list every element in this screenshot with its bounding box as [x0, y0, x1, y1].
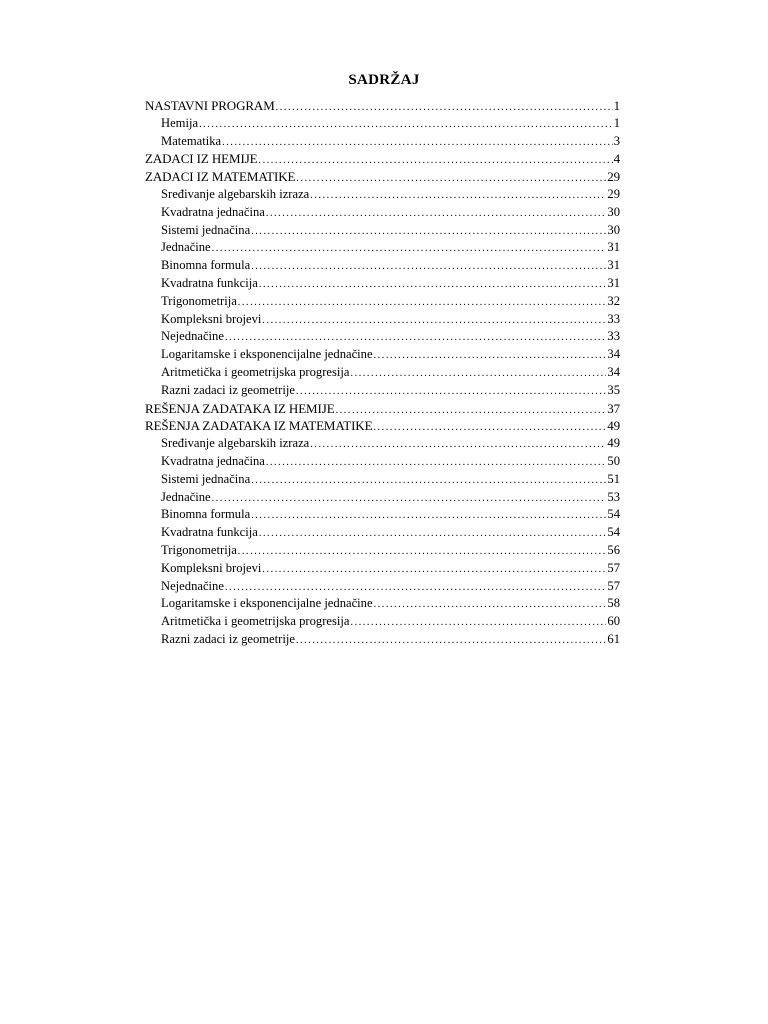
toc-entry-label: Logaritamske i eksponencijalne jednačine [161, 596, 373, 611]
toc-page-number: 30 [607, 204, 620, 219]
toc-entry-label: Sistemi jednačina [161, 222, 251, 237]
toc-page-number: 33 [607, 329, 620, 344]
toc-subsection-entry[interactable] [145, 328, 620, 346]
toc-dot-leader [251, 472, 606, 489]
toc-dot-leader [266, 205, 607, 222]
toc-dot-leader [336, 402, 607, 418]
toc-page-number: 30 [607, 222, 620, 237]
toc-page-number: 35 [607, 382, 620, 397]
toc-page-number: 31 [607, 240, 620, 255]
toc-page-number: 50 [607, 453, 620, 468]
page-title: SADRŽAJ [348, 72, 420, 88]
toc-entry-label: Binomna formula [161, 258, 251, 273]
toc-section-entry[interactable] [145, 150, 620, 168]
toc-section-entry[interactable] [145, 97, 620, 115]
toc-page-number: 57 [607, 578, 620, 593]
toc-dot-leader [373, 419, 606, 435]
toc-subsection-entry[interactable] [145, 506, 620, 524]
toc-page-number: 34 [607, 364, 620, 379]
toc-entry-label: Razni zadaci iz geometrije [161, 382, 295, 397]
toc-dot-leader [310, 187, 606, 204]
toc-page-number: 51 [607, 471, 620, 486]
toc-entry-label: Sistemi jednačina [161, 471, 251, 486]
toc-dot-leader [259, 525, 607, 542]
toc-entry-label: Sređivanje algebarskih izraza [161, 436, 310, 451]
toc-subsection-entry[interactable] [145, 275, 620, 293]
toc-page-number: 34 [607, 347, 620, 362]
toc-entry-label: Aritmetička i geometrijska progresija [161, 614, 350, 629]
toc-subsection-entry[interactable] [145, 204, 620, 222]
toc-entry-label: ZADACI IZ MATEMATIKE [145, 169, 296, 185]
toc-page-number: 37 [607, 400, 620, 416]
toc-entry-label: Kvadratna jednačina [161, 204, 265, 219]
toc-subsection-entry[interactable] [145, 239, 620, 257]
toc-dot-leader [296, 632, 606, 649]
toc-subsection-entry[interactable] [145, 364, 620, 382]
toc-entry-label: Matematika [161, 133, 222, 148]
toc-entry-label: Trigonometrija [161, 293, 237, 308]
toc-page-number: 31 [607, 258, 620, 273]
toc-page-number: 32 [607, 293, 620, 308]
toc-entry-label: Sređivanje algebarskih izraza [161, 186, 310, 201]
toc-dot-leader [259, 152, 613, 168]
toc-subsection-entry[interactable] [145, 435, 620, 453]
toc-subsection-entry[interactable] [145, 489, 620, 507]
toc-entry-label: Kvadratna funkcija [161, 525, 258, 540]
toc-entry-label: Kvadratna jednačina [161, 453, 265, 468]
toc-section-entry[interactable] [145, 400, 620, 418]
toc-page-number: 33 [607, 311, 620, 326]
toc-entry-label: REŠENJA ZADATAKA IZ HEMIJE [145, 400, 335, 416]
toc-page-number: 49 [607, 418, 620, 434]
toc-page-number: 56 [607, 542, 620, 557]
toc-page-number: 57 [607, 560, 620, 575]
toc-dot-leader [296, 383, 606, 400]
toc-entry-label: Kompleksni brojevi [161, 560, 262, 575]
toc-entry-label: Nejednačine [161, 329, 224, 344]
toc-dot-leader [212, 240, 607, 257]
toc-entry-label: Razni zadaci iz geometrije [161, 631, 295, 646]
toc-page-number: 29 [607, 169, 620, 185]
toc-page-number: 4 [613, 151, 620, 167]
toc-entry-label: Jednačine [161, 240, 211, 255]
toc-subsection-entry[interactable] [145, 524, 620, 542]
toc-subsection-entry[interactable] [145, 560, 620, 578]
toc-page-number: 61 [607, 631, 620, 646]
toc-entry-label: Hemija [161, 115, 199, 130]
toc-entry-label: Trigonometrija [161, 542, 237, 557]
toc-dot-leader [374, 347, 607, 364]
toc-page-number: 31 [607, 275, 620, 290]
table-of-contents [145, 97, 620, 649]
toc-entry-label: Nejednačine [161, 578, 224, 593]
toc-page-number: 58 [607, 596, 620, 611]
toc-section-entry[interactable] [145, 417, 620, 435]
toc-subsection-entry[interactable] [145, 578, 620, 596]
toc-subsection-entry[interactable] [145, 631, 620, 649]
toc-entry-label: Binomna formula [161, 507, 251, 522]
toc-dot-leader [296, 170, 606, 186]
toc-dot-leader [251, 258, 606, 275]
toc-subsection-entry[interactable] [145, 257, 620, 275]
toc-dot-leader [262, 312, 606, 329]
toc-dot-leader [262, 561, 606, 578]
toc-dot-leader [212, 490, 607, 507]
toc-subsection-entry[interactable] [145, 311, 620, 329]
toc-entry-label: REŠENJA ZADATAKA IZ MATEMATIKE [145, 418, 373, 434]
toc-subsection-entry[interactable] [145, 293, 620, 311]
toc-subsection-entry[interactable] [145, 595, 620, 613]
toc-page-number: 54 [607, 507, 620, 522]
toc-dot-leader [251, 507, 606, 524]
toc-dot-leader [238, 294, 607, 311]
toc-dot-leader [238, 543, 607, 560]
toc-dot-leader [276, 99, 613, 115]
toc-subsection-entry[interactable] [145, 471, 620, 489]
toc-dot-leader [225, 329, 606, 346]
toc-dot-leader [351, 614, 607, 631]
toc-dot-leader [251, 223, 606, 240]
toc-subsection-entry[interactable] [145, 133, 620, 151]
toc-subsection-entry[interactable] [145, 542, 620, 560]
toc-subsection-entry[interactable] [145, 453, 620, 471]
toc-page-number: 60 [607, 614, 620, 629]
toc-dot-leader [310, 436, 606, 453]
toc-entry-label: Jednačine [161, 489, 211, 504]
toc-section-entry[interactable] [145, 168, 620, 186]
toc-dot-leader [351, 365, 607, 382]
toc-entry-label: NASTAVNI PROGRAM [145, 98, 275, 113]
toc-subsection-entry[interactable] [145, 186, 620, 204]
toc-page-number: 29 [607, 186, 620, 201]
toc-subsection-entry[interactable] [145, 613, 620, 631]
toc-entry-label: Logaritamske i eksponencijalne jednačine [161, 347, 373, 362]
toc-entry-label: Kompleksni brojevi [161, 311, 262, 326]
toc-entry-label: Aritmetička i geometrijska progresija [161, 364, 350, 379]
toc-dot-leader [225, 579, 606, 596]
toc-subsection-entry[interactable] [145, 382, 620, 400]
toc-page-number: 1 [613, 98, 620, 113]
toc-page-number: 3 [613, 133, 620, 148]
toc-subsection-entry[interactable] [145, 115, 620, 133]
toc-page-number: 1 [613, 115, 620, 130]
toc-page-number: 49 [607, 436, 620, 451]
toc-dot-leader [259, 276, 607, 293]
toc-subsection-entry[interactable] [145, 222, 620, 240]
toc-page-number: 54 [607, 525, 620, 540]
toc-dot-leader [374, 596, 607, 613]
toc-dot-leader [222, 134, 613, 151]
toc-dot-leader [199, 116, 613, 133]
toc-entry-label: ZADACI IZ HEMIJE [145, 151, 258, 167]
toc-page-number: 53 [607, 489, 620, 504]
toc-dot-leader [266, 454, 607, 471]
toc-subsection-entry[interactable] [145, 346, 620, 364]
toc-entry-label: Kvadratna funkcija [161, 275, 258, 290]
